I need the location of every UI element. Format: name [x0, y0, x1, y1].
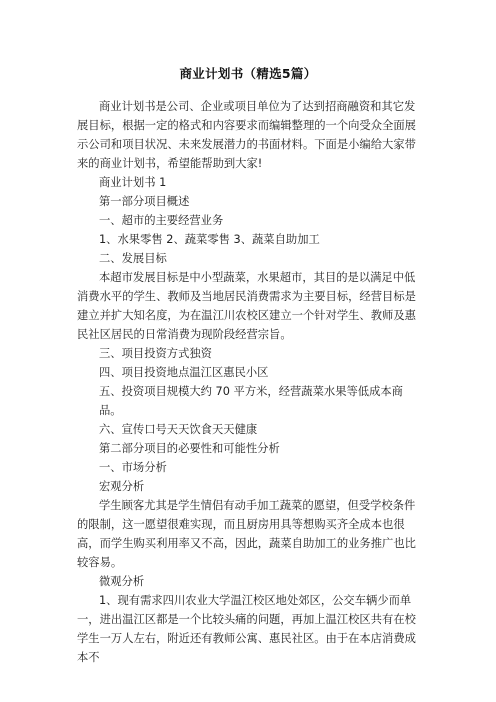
body-line: 五、投资项目规模大约 70 平方米，经营蔬菜水果等低成本商品。	[99, 385, 403, 417]
document-title: 商业计划书（精选5篇）	[179, 66, 317, 81]
body-paragraph: 本超市发展目标是中小型蔬菜，水果超市，其目的是以满足中低消费水平的学生、教师及当地居民消费需求为主要目标，经营目标是建立并扩大知名度，为在温江川农校区建立一个针对学生、教师及惠民社区居民的日常消费为现阶段经营宗旨。	[77, 271, 416, 341]
body-line: 一、市场分析	[99, 461, 167, 474]
body-line: 1、水果零售 2、蔬菜零售 3、蔬菜自助加工	[99, 233, 320, 246]
body-paragraph: 1、现有需求四川农业大学温江校区地处郊区，公交车辆少而单一，进出温江区都是一个比较头痛的问题，再加上温江校区共有在校学生一万人左右，附近还有教师公寓、惠民社区。由于在本店消费成本不	[77, 594, 416, 664]
body-line: 商业计划书 1	[99, 176, 167, 189]
body-paragraph: 学生顾客尤其是学生情侣有动手加工蔬菜的愿望，但受学校条件的限制，这一愿望很难实现，而且厨房用具等想购买齐全成本也很高，而学生购买利用率又不高，因此，蔬菜自助加工的业务推广也比较容易。	[77, 499, 416, 569]
body-line: 四、项目投资地点温江区惠民小区	[99, 366, 269, 379]
body-line: 宏观分析	[99, 480, 145, 493]
body-line: 三、项目投资方式独资	[99, 347, 212, 360]
document-body	[77, 97, 420, 667]
body-line: 第二部分项目的必要性和可能性分析	[99, 442, 280, 455]
body-line: 微观分析	[99, 575, 145, 588]
body-line: 一、超市的主要经营业务	[99, 214, 224, 227]
body-line: 第一部分项目概述	[99, 195, 190, 208]
body-line: 六、宣传口号天天饮食天天健康	[99, 423, 258, 436]
body-paragraph: 商业计划书是公司、企业或项目单位为了达到招商融资和其它发展目标，根据一定的格式和内容要求而编辑整理的一个向受众全面展示公司和项目状况、未来发展潜力的书面材料。下面是小编给大家带来的商业计划书，希望能帮助到大家!	[77, 100, 416, 170]
body-line: 二、发展目标	[99, 252, 167, 265]
